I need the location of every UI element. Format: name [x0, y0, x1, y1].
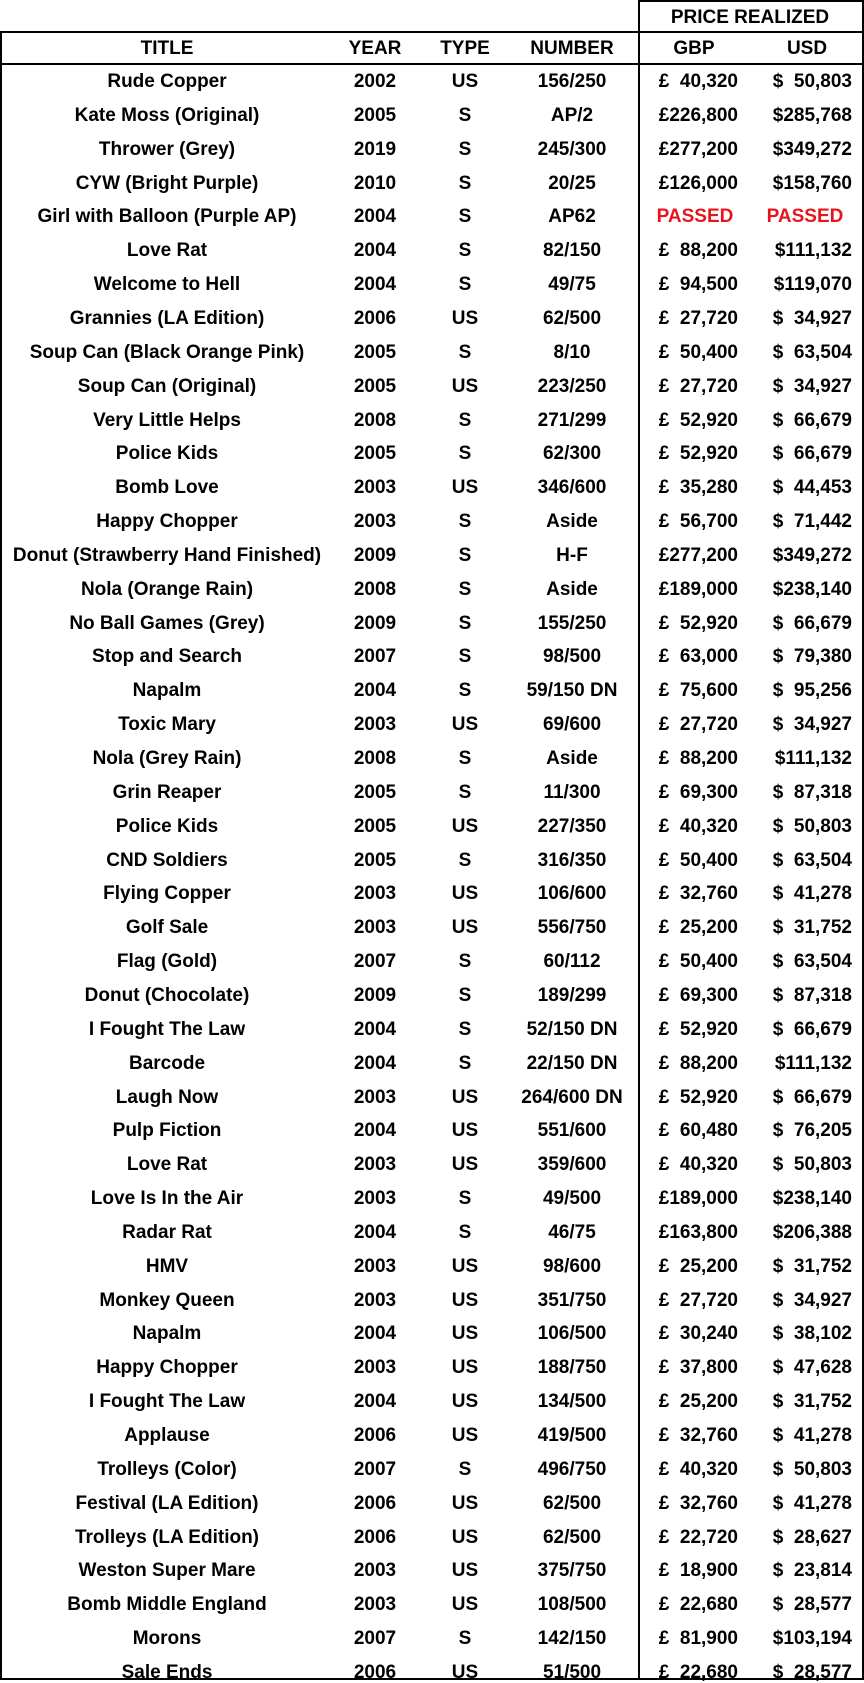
cell-usd: $ 28,627: [772, 1527, 852, 1548]
cell-year: 2009: [353, 985, 397, 1006]
cell-type: S: [458, 511, 472, 532]
cell-number: 108/500: [537, 1594, 607, 1615]
cell-year: 2002: [353, 71, 397, 92]
top-border-price: [638, 0, 864, 2]
cell-gbp: £ 50,400: [658, 850, 738, 871]
cell-title: Grin Reaper: [112, 782, 222, 803]
cell-title: Thrower (Grey): [98, 139, 236, 160]
cell-title: Napalm: [132, 680, 202, 701]
cell-title: Morons: [132, 1628, 202, 1649]
cell-title: Monkey Queen: [99, 1290, 235, 1311]
cell-gbp: £ 25,200: [658, 1256, 738, 1277]
cell-gbp: £ 27,720: [658, 308, 738, 329]
cell-gbp: £ 69,300: [658, 985, 738, 1006]
cell-title: Donut (Strawberry Hand Finished): [12, 545, 322, 566]
cell-title: Soup Can (Original): [77, 376, 257, 397]
cell-type: S: [458, 782, 472, 803]
cell-type: S: [458, 748, 472, 769]
cell-usd: $ 66,679: [772, 410, 852, 431]
cell-gbp: £ 25,200: [658, 917, 738, 938]
cell-gbp: £ 32,760: [658, 1493, 738, 1514]
cell-type: US: [451, 308, 479, 329]
cell-usd: $ 23,814: [772, 1560, 852, 1581]
cell-title: Flag (Gold): [116, 951, 218, 972]
cell-number: 556/750: [537, 917, 607, 938]
cell-type: S: [458, 1222, 472, 1243]
cell-type: S: [458, 1459, 472, 1480]
cell-usd: $119,070: [773, 274, 852, 295]
cell-title: Grannies (LA Edition): [69, 308, 265, 329]
cell-type: S: [458, 410, 472, 431]
cell-year: 2003: [353, 1256, 397, 1277]
cell-title: Girl with Balloon (Purple AP): [37, 206, 297, 227]
cell-title: Golf Sale: [125, 917, 209, 938]
cell-usd: $ 87,318: [772, 985, 852, 1006]
cell-title: Weston Super Mare: [78, 1560, 256, 1581]
cell-usd: $ 63,504: [772, 850, 852, 871]
cell-title: Soup Can (Black Orange Pink): [29, 342, 305, 363]
cell-type: S: [458, 342, 472, 363]
col-header-type: TYPE: [440, 38, 490, 59]
cell-type: S: [458, 985, 472, 1006]
cell-year: 2007: [353, 1628, 397, 1649]
cell-type: US: [451, 1256, 479, 1277]
cell-number: 49/75: [548, 274, 596, 295]
cell-title: Napalm: [132, 1323, 202, 1344]
cell-year: 2003: [353, 1154, 397, 1175]
cell-gbp: £ 35,280: [658, 477, 738, 498]
cell-title: No Ball Games (Grey): [69, 613, 265, 634]
cell-type: US: [451, 1323, 479, 1344]
cell-type: US: [451, 1493, 479, 1514]
cell-gbp: £ 27,720: [658, 1290, 738, 1311]
cell-gbp: £ 32,760: [658, 883, 738, 904]
cell-type: S: [458, 646, 472, 667]
cell-title: CND Soldiers: [106, 850, 228, 871]
cell-title: Trolleys (Color): [97, 1459, 237, 1480]
cell-number: 59/150 DN: [526, 680, 618, 701]
cell-usd: $ 31,752: [772, 917, 852, 938]
cell-gbp: £ 50,400: [658, 951, 738, 972]
cell-number: 496/750: [537, 1459, 607, 1480]
cell-type: US: [451, 1425, 479, 1446]
cell-title: HMV: [145, 1256, 189, 1277]
cell-usd: $ 50,803: [772, 1459, 852, 1480]
cell-title: Stop and Search: [92, 646, 242, 667]
cell-gbp: £ 94,500: [658, 274, 738, 295]
cell-number: 419/500: [537, 1425, 607, 1446]
price-left-border: [638, 0, 640, 1680]
cell-gbp: £ 63,000: [658, 646, 738, 667]
cell-gbp: £ 88,200: [658, 748, 738, 769]
cell-type: US: [451, 1120, 479, 1141]
cell-number: 375/750: [537, 1560, 607, 1581]
cell-usd: $ 79,380: [772, 646, 852, 667]
cell-usd: $ 28,577: [772, 1594, 852, 1615]
cell-type: S: [458, 1628, 472, 1649]
cell-usd: $ 38,102: [772, 1323, 852, 1344]
cell-usd: $ 31,752: [772, 1256, 852, 1277]
cell-title: Festival (LA Edition): [75, 1493, 259, 1514]
cell-title: Toxic Mary: [118, 714, 216, 735]
price-realized-header: PRICE REALIZED: [670, 7, 830, 28]
cell-title: I Fought The Law: [88, 1019, 246, 1040]
cell-usd: $238,140: [772, 579, 852, 600]
cell-usd: $ 50,803: [772, 816, 852, 837]
cell-year: 2003: [353, 883, 397, 904]
cell-number: 106/600: [537, 883, 607, 904]
cell-year: 2003: [353, 477, 397, 498]
cell-year: 2004: [353, 1053, 397, 1074]
cell-number: Aside: [546, 511, 598, 532]
cell-number: Aside: [546, 579, 598, 600]
cell-type: S: [458, 545, 472, 566]
cell-usd: $ 87,318: [772, 782, 852, 803]
cell-type: S: [458, 613, 472, 634]
cell-number: 62/500: [542, 1493, 602, 1514]
cell-number: 264/600 DN: [521, 1087, 623, 1108]
cell-number: 60/112: [543, 951, 601, 972]
cell-number: 62/500: [542, 1527, 602, 1548]
cell-gbp: £ 25,200: [658, 1391, 738, 1412]
cell-usd: $ 71,442: [772, 511, 852, 532]
header-bottom-border: [0, 63, 864, 65]
col-header-title: TITLE: [140, 38, 194, 59]
cell-year: 2005: [353, 342, 397, 363]
cell-type: S: [458, 850, 472, 871]
cell-year: 2003: [353, 917, 397, 938]
cell-gbp: £ 40,320: [658, 1459, 738, 1480]
cell-number: 69/600: [542, 714, 602, 735]
cell-title: Nola (Grey Rain): [92, 748, 242, 769]
cell-title: Flying Copper: [103, 883, 231, 904]
cell-type: US: [451, 1662, 479, 1683]
cell-number: 20/25: [548, 173, 596, 194]
cell-usd: $349,272: [772, 545, 852, 566]
cell-usd: $ 34,927: [772, 1290, 852, 1311]
cell-number: 82/150: [542, 240, 602, 261]
cell-gbp: £ 37,800: [658, 1357, 738, 1378]
cell-gbp: £ 75,600: [658, 680, 738, 701]
cell-title: Police Kids: [115, 816, 219, 837]
cell-year: 2004: [353, 274, 397, 295]
cell-type: US: [451, 1560, 479, 1581]
cell-type: US: [451, 1391, 479, 1412]
cell-type: US: [451, 1594, 479, 1615]
cell-title: Welcome to Hell: [93, 274, 241, 295]
cell-usd: $ 34,927: [772, 376, 852, 397]
cell-title: Bomb Love: [115, 477, 219, 498]
cell-year: 2004: [353, 1019, 397, 1040]
cell-year: 2003: [353, 511, 397, 532]
cell-title: Pulp Fiction: [112, 1120, 222, 1141]
cell-year: 2003: [353, 1188, 397, 1209]
cell-gbp: £126,000: [658, 173, 738, 194]
cell-usd: $ 66,679: [772, 613, 852, 634]
cell-year: 2006: [353, 1425, 397, 1446]
cell-title: Love Rat: [126, 1154, 208, 1175]
cell-year: 2008: [353, 748, 397, 769]
cell-year: 2004: [353, 240, 397, 261]
cell-gbp: £ 32,760: [658, 1425, 738, 1446]
cell-number: 351/750: [537, 1290, 607, 1311]
cell-usd: $ 50,803: [772, 71, 852, 92]
cell-gbp: £ 22,680: [658, 1662, 738, 1683]
cell-gbp: £163,800: [658, 1222, 738, 1243]
cell-gbp: £ 60,480: [658, 1120, 738, 1141]
cell-usd: $ 95,256: [772, 680, 852, 701]
cell-gbp: £ 88,200: [658, 240, 738, 261]
cell-number: 106/500: [537, 1323, 607, 1344]
cell-year: 2009: [353, 545, 397, 566]
cell-type: S: [458, 240, 472, 261]
cell-gbp: £ 22,680: [658, 1594, 738, 1615]
cell-title: Bomb Middle England: [67, 1594, 267, 1615]
col-header-year: YEAR: [348, 38, 402, 59]
cell-gbp: £ 50,400: [658, 342, 738, 363]
cell-year: 2003: [353, 1087, 397, 1108]
cell-number: 223/250: [537, 376, 607, 397]
cell-type: US: [451, 917, 479, 938]
cell-number: 155/250: [537, 613, 607, 634]
cell-usd: $ 34,927: [772, 308, 852, 329]
cell-number: 62/300: [542, 443, 602, 464]
cell-number: 346/600: [537, 477, 607, 498]
cell-type: S: [458, 274, 472, 295]
cell-type: S: [458, 680, 472, 701]
cell-gbp: £ 18,900: [658, 1560, 738, 1581]
cell-usd: $111,132: [774, 748, 852, 769]
cell-gbp: £ 40,320: [658, 1154, 738, 1175]
cell-year: 2005: [353, 105, 397, 126]
cell-number: 227/350: [537, 816, 607, 837]
cell-usd: $206,388: [772, 1222, 852, 1243]
cell-usd: $ 66,679: [772, 1019, 852, 1040]
cell-title: Radar Rat: [122, 1222, 212, 1243]
cell-type: S: [458, 1188, 472, 1209]
cell-year: 2005: [353, 850, 397, 871]
cell-type: S: [458, 206, 472, 227]
cell-title: Love Is In the Air: [90, 1188, 244, 1209]
cell-number: 46/75: [548, 1222, 596, 1243]
cell-number: 188/750: [537, 1357, 607, 1378]
col-header-number: NUMBER: [530, 38, 614, 59]
cell-title: Police Kids: [115, 443, 219, 464]
cell-title: Happy Chopper: [96, 1357, 238, 1378]
cell-year: 2007: [353, 951, 397, 972]
cell-gbp: £189,000: [658, 1188, 738, 1209]
cell-number: 245/300: [537, 139, 607, 160]
cell-number: 134/500: [537, 1391, 607, 1412]
cell-type: S: [458, 173, 472, 194]
cell-type: US: [451, 714, 479, 735]
cell-title: Rude Copper: [107, 71, 227, 92]
cell-gbp: £ 52,920: [658, 613, 738, 634]
cell-year: 2006: [353, 1662, 397, 1683]
cell-year: 2005: [353, 443, 397, 464]
cell-usd: $ 34,927: [772, 714, 852, 735]
cell-year: 2004: [353, 1222, 397, 1243]
cell-usd: $ 28,577: [772, 1662, 852, 1683]
cell-gbp: £ 40,320: [658, 71, 738, 92]
cell-year: 2006: [353, 1493, 397, 1514]
cell-number: 62/500: [542, 308, 602, 329]
cell-usd: $ 66,679: [772, 443, 852, 464]
cell-gbp: £ 69,300: [658, 782, 738, 803]
cell-title: Donut (Chocolate): [84, 985, 250, 1006]
cell-number: 8/10: [553, 342, 591, 363]
cell-number: 98/500: [542, 646, 602, 667]
cell-year: 2004: [353, 1120, 397, 1141]
cell-gbp: £ 52,920: [658, 443, 738, 464]
cell-gbp: £ 30,240: [658, 1323, 738, 1344]
cell-usd: $ 63,504: [772, 342, 852, 363]
cell-year: 2008: [353, 410, 397, 431]
cell-number: 49/500: [542, 1188, 602, 1209]
cell-type: US: [451, 1154, 479, 1175]
cell-number: 156/250: [537, 71, 607, 92]
cell-title: Barcode: [128, 1053, 206, 1074]
cell-year: 2005: [353, 816, 397, 837]
cell-type: US: [451, 1357, 479, 1378]
cell-usd: $ 41,278: [772, 883, 852, 904]
header-top-border: [0, 31, 864, 33]
cell-title: Applause: [124, 1425, 210, 1446]
cell-type: US: [451, 816, 479, 837]
cell-year: 2003: [353, 1560, 397, 1581]
cell-gbp: £ 56,700: [658, 511, 738, 532]
cell-year: 2003: [353, 714, 397, 735]
cell-year: 2005: [353, 782, 397, 803]
cell-gbp: £189,000: [658, 579, 738, 600]
cell-usd: $ 41,278: [772, 1425, 852, 1446]
cell-type: US: [451, 477, 479, 498]
cell-number: AP62: [548, 206, 596, 227]
cell-usd: $ 66,679: [772, 1087, 852, 1108]
cell-type: S: [458, 1053, 472, 1074]
cell-number: 142/150: [537, 1628, 607, 1649]
cell-type: S: [458, 139, 472, 160]
cell-year: 2004: [353, 206, 397, 227]
cell-year: 2007: [353, 646, 397, 667]
cell-number: 52/150 DN: [526, 1019, 618, 1040]
cell-title: Trolleys (LA Edition): [74, 1527, 260, 1548]
cell-type: S: [458, 579, 472, 600]
cell-type: US: [451, 883, 479, 904]
cell-usd: PASSED: [766, 206, 844, 227]
cell-number: H-F: [556, 545, 588, 566]
cell-number: 271/299: [537, 410, 607, 431]
cell-gbp: £ 27,720: [658, 376, 738, 397]
cell-title: I Fought The Law: [88, 1391, 246, 1412]
cell-number: 22/150 DN: [526, 1053, 618, 1074]
cell-year: 2005: [353, 376, 397, 397]
cell-number: 359/600: [537, 1154, 607, 1175]
cell-gbp: PASSED: [656, 206, 734, 227]
cell-year: 2006: [353, 308, 397, 329]
cell-usd: $285,768: [772, 105, 852, 126]
cell-type: US: [451, 1087, 479, 1108]
cell-number: 11/300: [543, 782, 601, 803]
cell-type: US: [451, 1527, 479, 1548]
cell-year: 2010: [353, 173, 397, 194]
cell-number: 551/600: [537, 1120, 607, 1141]
cell-gbp: £ 52,920: [658, 410, 738, 431]
cell-type: S: [458, 105, 472, 126]
cell-number: Aside: [546, 748, 598, 769]
cell-number: AP/2: [550, 105, 594, 126]
cell-year: 2003: [353, 1594, 397, 1615]
cell-usd: $ 50,803: [772, 1154, 852, 1175]
cell-year: 2004: [353, 1391, 397, 1412]
cell-gbp: £ 27,720: [658, 714, 738, 735]
cell-year: 2006: [353, 1527, 397, 1548]
cell-type: S: [458, 1019, 472, 1040]
cell-year: 2008: [353, 579, 397, 600]
cell-gbp: £ 81,900: [658, 1628, 738, 1649]
cell-type: US: [451, 376, 479, 397]
col-header-usd: USD: [786, 38, 828, 59]
cell-year: 2003: [353, 1290, 397, 1311]
cell-gbp: £ 40,320: [658, 816, 738, 837]
cell-title: Laugh Now: [115, 1087, 219, 1108]
cell-year: 2003: [353, 1357, 397, 1378]
cell-number: 316/350: [537, 850, 607, 871]
cell-title: Very Little Helps: [93, 410, 241, 431]
col-header-gbp: GBP: [673, 38, 715, 59]
cell-gbp: £226,800: [658, 105, 738, 126]
cell-year: 2019: [353, 139, 397, 160]
cell-usd: $ 47,628: [772, 1357, 852, 1378]
cell-title: CYW (Bright Purple): [75, 173, 259, 194]
cell-usd: $158,760: [772, 173, 852, 194]
cell-title: Kate Moss (Original): [74, 105, 260, 126]
cell-title: Nola (Orange Rain): [80, 579, 254, 600]
cell-year: 2004: [353, 680, 397, 701]
cell-number: 51/500: [542, 1662, 602, 1683]
cell-gbp: £277,200: [658, 139, 738, 160]
cell-title: Love Rat: [126, 240, 208, 261]
cell-gbp: £ 22,720: [658, 1527, 738, 1548]
cell-usd: $111,132: [774, 240, 852, 261]
cell-usd: $ 76,205: [772, 1120, 852, 1141]
cell-type: S: [458, 443, 472, 464]
cell-usd: $349,272: [772, 139, 852, 160]
cell-type: US: [451, 71, 479, 92]
cell-year: 2004: [353, 1323, 397, 1344]
cell-number: 98/600: [542, 1256, 602, 1277]
cell-usd: $103,194: [772, 1628, 852, 1649]
cell-type: S: [458, 951, 472, 972]
cell-title: Happy Chopper: [96, 511, 238, 532]
cell-usd: $238,140: [772, 1188, 852, 1209]
cell-gbp: £ 88,200: [658, 1053, 738, 1074]
cell-usd: $111,132: [774, 1053, 852, 1074]
cell-title: Sale Ends: [121, 1662, 213, 1683]
cell-usd: $ 63,504: [772, 951, 852, 972]
cell-gbp: £277,200: [658, 545, 738, 566]
cell-year: 2009: [353, 613, 397, 634]
cell-number: 189/299: [537, 985, 607, 1006]
cell-gbp: £ 52,920: [658, 1087, 738, 1108]
cell-usd: $ 41,278: [772, 1493, 852, 1514]
cell-usd: $ 44,453: [772, 477, 852, 498]
cell-year: 2007: [353, 1459, 397, 1480]
cell-type: US: [451, 1290, 479, 1311]
cell-gbp: £ 52,920: [658, 1019, 738, 1040]
cell-usd: $ 31,752: [772, 1391, 852, 1412]
